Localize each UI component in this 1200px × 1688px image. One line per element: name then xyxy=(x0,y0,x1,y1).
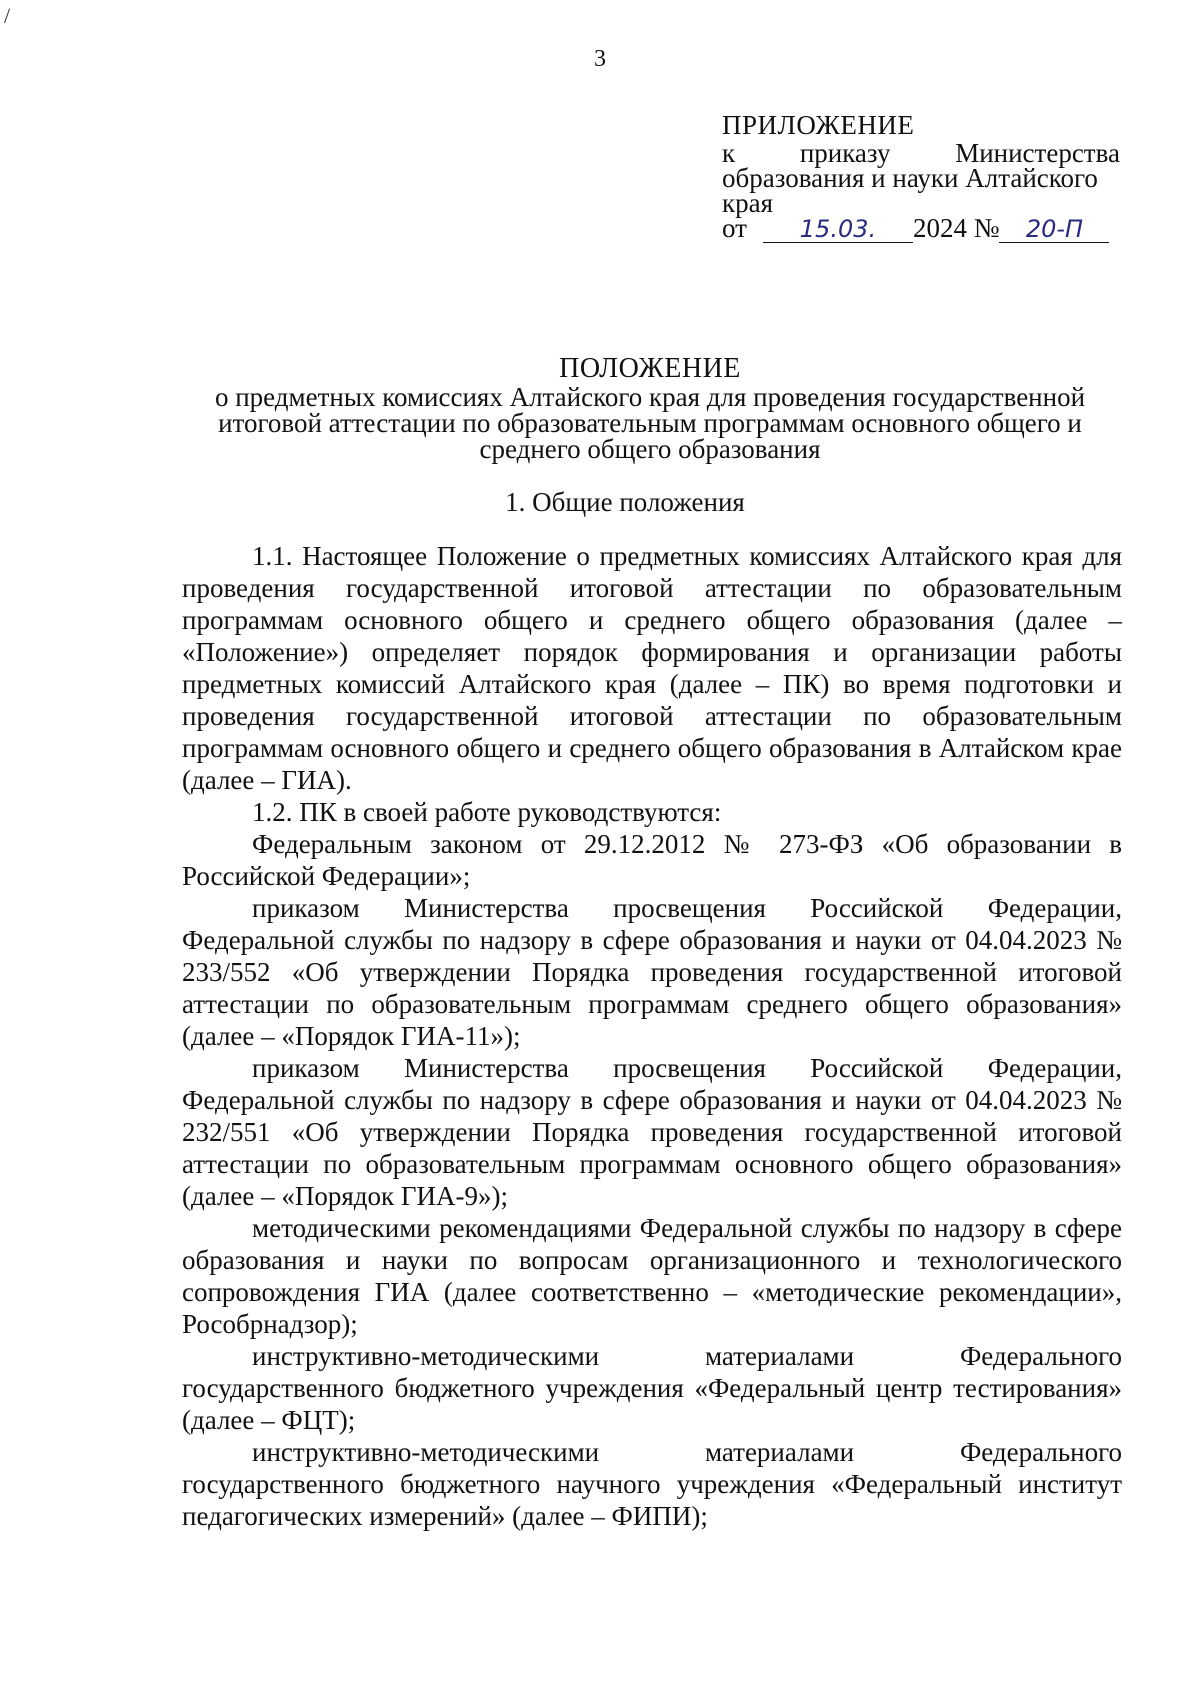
paragraph: приказом Министерства просвещения Российской Федерации, Федеральной службы по надзору в сфере образования и науки от 04.04.2023 № 232/551 «Об утверждении Порядка проведения государственной итоговой аттестации по образовательным программам основного общего образования» (далее – «Порядок ГИА-9»); xyxy=(182,1053,1122,1211)
appendix-word-k: к xyxy=(722,138,736,168)
page-number: 3 xyxy=(594,46,606,72)
appendix-line-2: образования и науки Алтайского xyxy=(722,163,1098,193)
handwritten-number: 20-П xyxy=(999,216,1109,243)
paragraph: Федеральным законом от 29.12.2012 № 273-ФЗ «Об образовании в Российской Федерации»; xyxy=(182,829,1122,891)
appendix-date-line xyxy=(722,213,1120,243)
paragraph: инструктивно-методическими материалами Федерального государственного бюджетного научного учреждения «Федеральный институт педагогических измерений» (далее – ФИПИ); xyxy=(182,1437,1122,1531)
subtitle-line: среднего общего образования xyxy=(479,434,821,464)
subtitle-line: о предметных комиссиях Алтайского края для проведения государственной xyxy=(214,382,1086,412)
paragraph: инструктивно-методическими материалами Федерального государственного бюджетного учреждения «Федеральный центр тестирования» (далее – ФЦТ); xyxy=(182,1341,1122,1435)
paragraph: приказом Министерства просвещения Российской Федерации, Федеральной службы по надзору в сфере образования и науки от 04.04.2023 № 233/552 «Об утверждении Порядка проведения государственной итоговой аттестации по образовательным программам среднего общего образования» (далее – «Порядок ГИА-11»); xyxy=(182,893,1122,1051)
appendix-block xyxy=(722,110,1120,243)
appendix-body xyxy=(722,138,1120,243)
paragraph: методическими рекомендациями Федеральной службы по надзору в сфере образования и науки по вопросам организационного и технологического сопровождения ГИА (далее соответственно – «методические рекомендации», Рособрнадзор); xyxy=(182,1213,1122,1339)
year-and-number-label: 2024 № xyxy=(912,213,1000,243)
paragraph: 1.2. ПК в своей работе руководствуются: xyxy=(252,797,722,827)
appendix-line-3: края xyxy=(722,188,774,218)
appendix-word-ministry: Министерства xyxy=(955,138,1120,168)
document-subtitle xyxy=(150,384,1150,462)
corner-mark: / xyxy=(4,3,11,28)
appendix-word-order: приказу xyxy=(799,138,891,168)
date-prefix: от xyxy=(722,213,747,243)
section-heading: 1. Общие положения xyxy=(505,487,745,517)
appendix-title: ПРИЛОЖЕНИЕ xyxy=(722,110,915,140)
subtitle-line: итоговой аттестации по образовательным программам основного общего и xyxy=(218,408,1082,438)
title-block xyxy=(150,354,1150,462)
document-title: ПОЛОЖЕНИЕ xyxy=(559,353,741,384)
document-body xyxy=(182,540,1122,1532)
handwritten-date: 15.03. xyxy=(763,216,913,243)
paragraph: 1.1. Настоящее Положение о предметных комиссиях Алтайского края для проведения государственной итоговой аттестации по образовательным программам основного общего и среднего общего образования (далее – «Положение») определяет порядок формирования и организации работы предметных комиссий Алтайского края (далее – ПК) во время подготовки и проведения государственной итоговой аттестации по образовательным программам основного общего и среднего общего образования в Алтайском крае (далее – ГИА). xyxy=(182,541,1122,795)
